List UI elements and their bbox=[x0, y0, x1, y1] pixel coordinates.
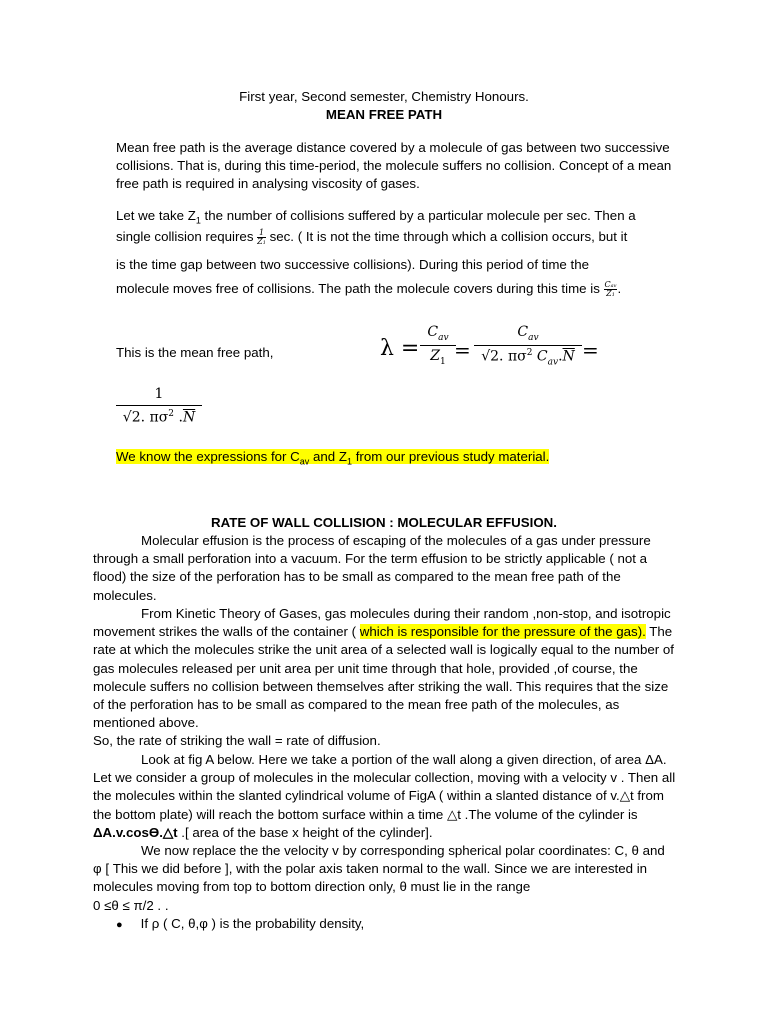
text-span: molecule moves free of collisions. The path the molecule covers during this time is bbox=[116, 281, 600, 296]
subscript: 1 bbox=[195, 215, 201, 226]
text-span: sec. ( It is not the time through which a collision occurs, but it bbox=[265, 229, 628, 244]
collision-paragraph-line2 bbox=[116, 228, 696, 246]
fraction-numerator: 1 bbox=[259, 227, 265, 237]
fraction-numerator: C bbox=[604, 279, 611, 289]
fraction-numerator: 1 bbox=[116, 386, 202, 406]
equals-sign: = bbox=[454, 338, 471, 362]
z-symbol: Z bbox=[430, 347, 440, 364]
subscript: av bbox=[299, 456, 310, 467]
c-symbol: C bbox=[427, 324, 439, 340]
c-symbol: C bbox=[536, 348, 548, 365]
collision-paragraph-line1 bbox=[116, 207, 686, 230]
text-span: We know the expressions for C bbox=[116, 449, 300, 464]
text-span: single collision requires bbox=[116, 229, 254, 244]
subscript: 1 bbox=[440, 356, 446, 367]
eq-fraction-final: 1 √2. $\pi\sigma^2$ $.\overline{N}$ bbox=[116, 386, 202, 426]
collision-paragraph-line3: is the time gap between two successive collisions). During this period of time the bbox=[116, 257, 590, 272]
lambda-symbol: λ = bbox=[380, 336, 420, 361]
sqrt-pi-sigma: √2. πσ bbox=[481, 348, 527, 365]
n-bar: $\overline{N}$ bbox=[562, 348, 575, 365]
bullet-text: If ρ ( C, θ,φ ) is the probability density, bbox=[140, 916, 365, 931]
text-span: From Kinetic Theory of Gases, gas molecules during their random ,non-stop, and isotropic movement strikes the walls of the container ( bbox=[93, 606, 671, 640]
eq-fraction-1 bbox=[420, 324, 456, 367]
fig-a-paragraph bbox=[93, 751, 683, 842]
subscript: 1 bbox=[611, 291, 615, 298]
highlighted-text: which is responsible for the pressure of the gas). bbox=[359, 624, 646, 640]
subscript: 1 bbox=[347, 456, 353, 467]
fraction-denominator: Z bbox=[257, 236, 263, 246]
highlight-note bbox=[116, 448, 549, 471]
subscript: av bbox=[610, 282, 617, 289]
bullet-icon: ● bbox=[116, 919, 123, 931]
text-span: and Z bbox=[309, 449, 347, 464]
collision-paragraph-line4 bbox=[116, 280, 716, 298]
text-span: Molecular effusion is the process of escaping of the molecules of a gas under pressure through a small perforation into a vacuum. For the term effusion to be strictly applicable ( not a flood) the size of the perforation has to be small as compared to the mean free path of the molecules. bbox=[93, 533, 651, 603]
text-span: Look at fig A below. Here we take a portion of the wall along a given direction, of area ΔA. Let we consider a group of molecules in the molecular collection, moving with a velocity v . Then all the molecules within the slanted cylindrical volume of FigA ( within a slanted distance of v.△t from the bottom plate) will reach the bottom surface within a time △t .The volume of the cylinder is bbox=[93, 752, 676, 822]
bullet-item bbox=[116, 915, 364, 934]
spherical-coords-paragraph bbox=[93, 842, 675, 897]
rate-statement: So, the rate of striking the wall = rate of diffusion. bbox=[93, 733, 381, 748]
text-span: . bbox=[617, 281, 622, 296]
equals-sign: = bbox=[582, 338, 599, 362]
text-span: We now replace the the velocity v by corresponding spherical polar coordinates: C, θ and φ [ This we did before ], with the polar axis taken normal to the wall. Since we are interested in molecules moving from top to bottom direction only, θ must lie in the range bbox=[93, 843, 665, 895]
theta-range: 0 ≤θ ≤ π/2 . . bbox=[93, 898, 169, 913]
course-line: First year, Second semester, Chemistry Honours. bbox=[239, 89, 529, 104]
eq-fraction-2: $C_{av}$ √2. $\pi\sigma^2$ $C_{av}.\overline{N}$ bbox=[474, 324, 582, 367]
n-bar: $\overline{N}$ bbox=[182, 409, 196, 426]
bold-formula: ΔA.v.cosϴ.△t bbox=[93, 824, 178, 840]
effusion-paragraph bbox=[93, 532, 675, 605]
subscript: 1 bbox=[262, 239, 266, 246]
text-span: the number of collisions suffered by a particular molecule per sec. Then a bbox=[200, 208, 636, 223]
c-symbol: C bbox=[517, 324, 529, 340]
page-title: MEAN FREE PATH bbox=[325, 107, 443, 122]
text-span: Let we take Z bbox=[116, 208, 196, 223]
text-span: The rate at which the molecules strike the unit area of a selected wall is logically equal to the number of gas molecules released per unit area per unit time through that hole, provided ,of course, the molecule suffers no collision between themselves after striking the wall. This requires that the size of the perforation has to be small as compared to the mean free path of the molecules, as mentioned above. bbox=[93, 624, 674, 731]
cav-over-z1-fraction bbox=[604, 281, 618, 298]
fraction-denominator: Z bbox=[606, 288, 612, 298]
text-span: from our previous study material. bbox=[352, 449, 550, 464]
subscript: av bbox=[438, 332, 449, 343]
intro-paragraph: Mean free path is the average distance covered by a molecule of gas between two successive collisions. That is, during this time-period, the molecule suffers no collision. Concept of a mean free path is required in analysing viscosity of gases. bbox=[116, 140, 672, 192]
text-span: .[ area of the base x height of the cylinder]. bbox=[177, 824, 433, 840]
sqrt-pi-sigma: √2. πσ bbox=[122, 409, 169, 426]
equation-label: This is the mean free path, bbox=[116, 345, 274, 360]
subscript: av bbox=[528, 332, 539, 343]
superscript: 2 bbox=[168, 409, 175, 419]
superscript: 2 bbox=[526, 347, 533, 358]
section-title: RATE OF WALL COLLISION : MOLECULAR EFFUSION. bbox=[211, 515, 557, 530]
kinetic-theory-paragraph bbox=[93, 605, 675, 732]
subscript: av bbox=[547, 357, 559, 368]
one-over-z1-fraction bbox=[257, 229, 266, 246]
